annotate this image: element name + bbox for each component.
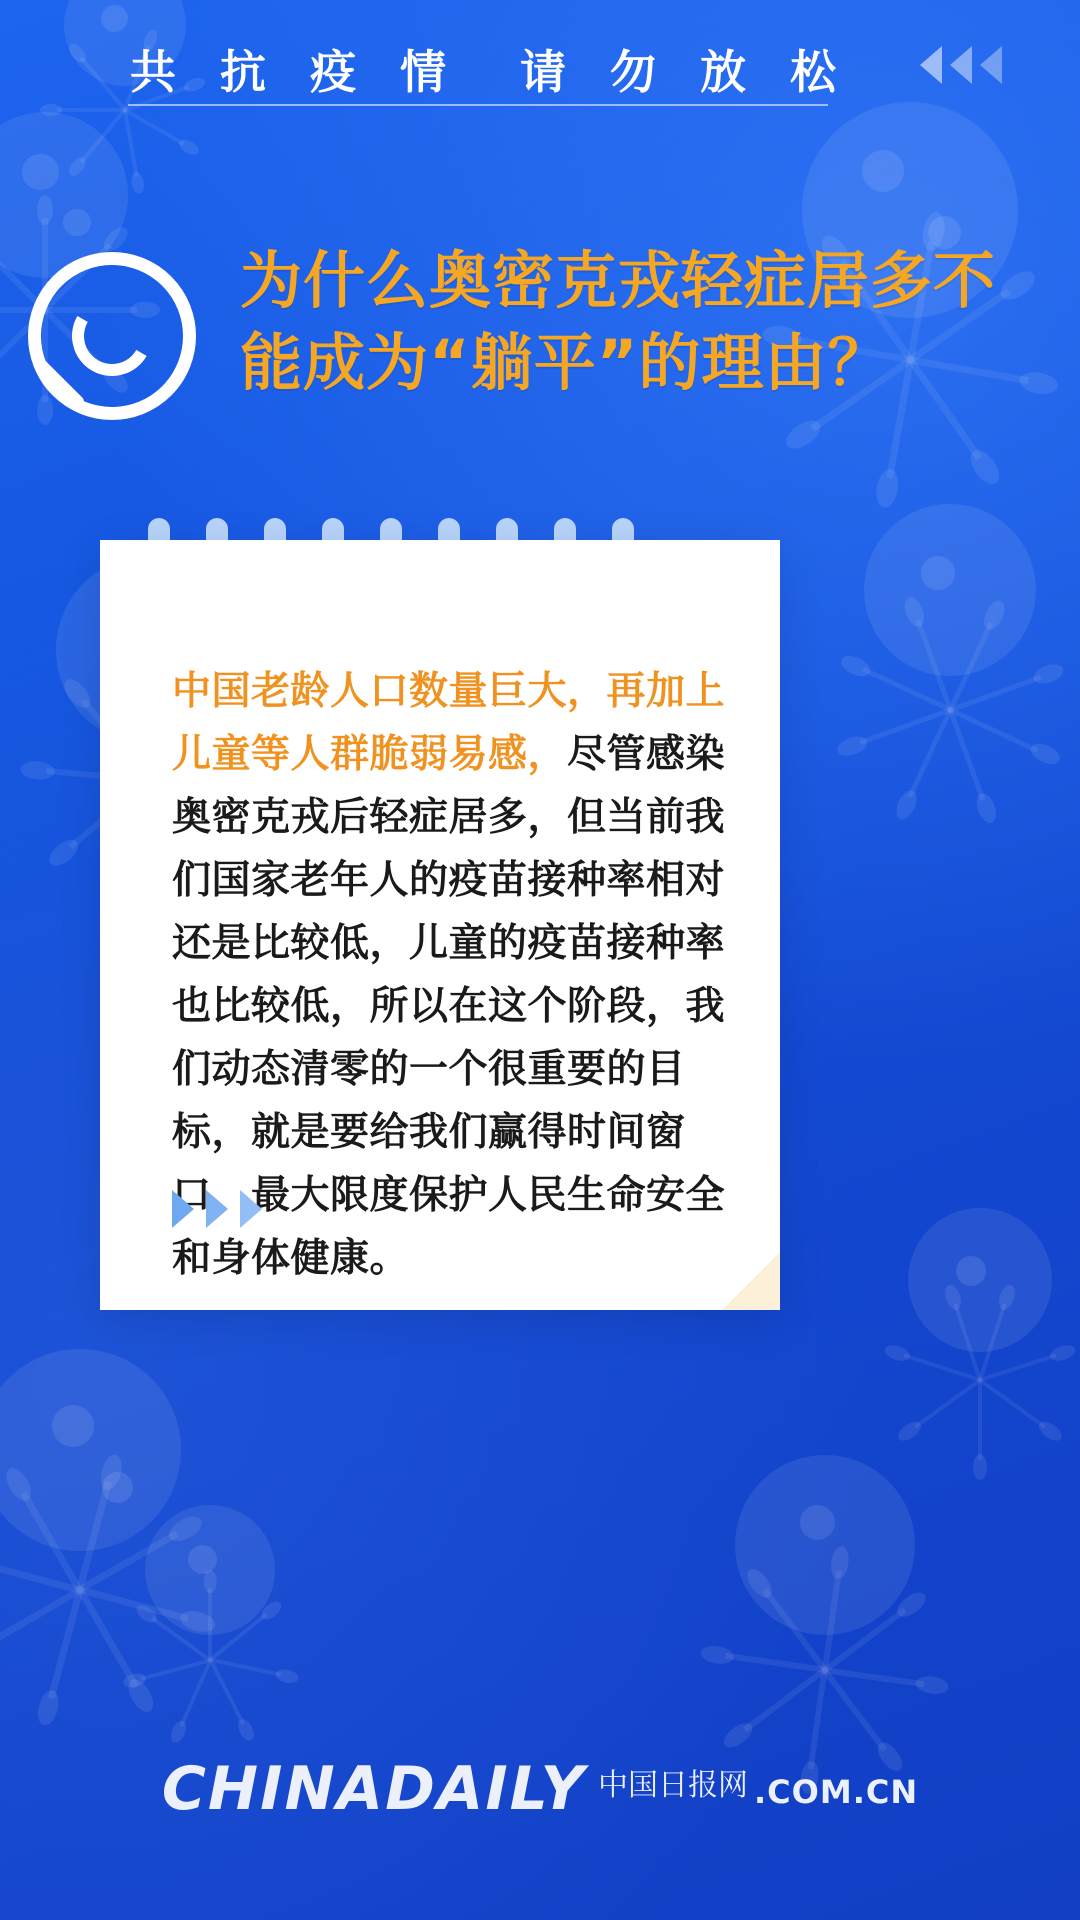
magnifier-icon — [18, 252, 228, 482]
brand-name-cn: 中国日报网 — [598, 1768, 748, 1803]
header-title: 共 抗 疫 情 请 勿 放 松 — [130, 45, 851, 99]
triangle-right-arrows-icon — [172, 1190, 262, 1228]
virus-decoration — [700, 1420, 950, 1670]
page-title: 为什么奥密克戎轻症居多不能成为“躺平”的理由？ — [240, 244, 997, 399]
triangle-left-arrows-icon — [920, 46, 1002, 84]
answer-card — [100, 540, 780, 1310]
virus-decoration — [830, 470, 1070, 710]
virus-decoration — [880, 1180, 1080, 1380]
virus-decoration — [120, 1480, 300, 1660]
chinadaily-logo — [0, 1754, 1080, 1824]
answer-highlight: 中国老龄人口数量巨大，再加上儿童等人群脆弱易感， — [172, 668, 726, 777]
virus-decoration — [0, 1310, 220, 1590]
brand-domain: .COM.CN — [754, 1773, 919, 1811]
header-divider — [128, 104, 828, 106]
poster-header — [0, 0, 1080, 120]
answer-body: 尽管感染奥密克戎后轻症居多，但当前我们国家老年人的疫苗接种率相对还是比较低，儿童的疫苗接种率也比较低，所以在这个阶段，我们动态清零的一个很重要的目标，就是要给我们赢得时间窗口，最大限度保护人民生命安全和身体健康。 — [172, 731, 726, 1281]
brand-name: CHINADAILY — [161, 1754, 586, 1824]
